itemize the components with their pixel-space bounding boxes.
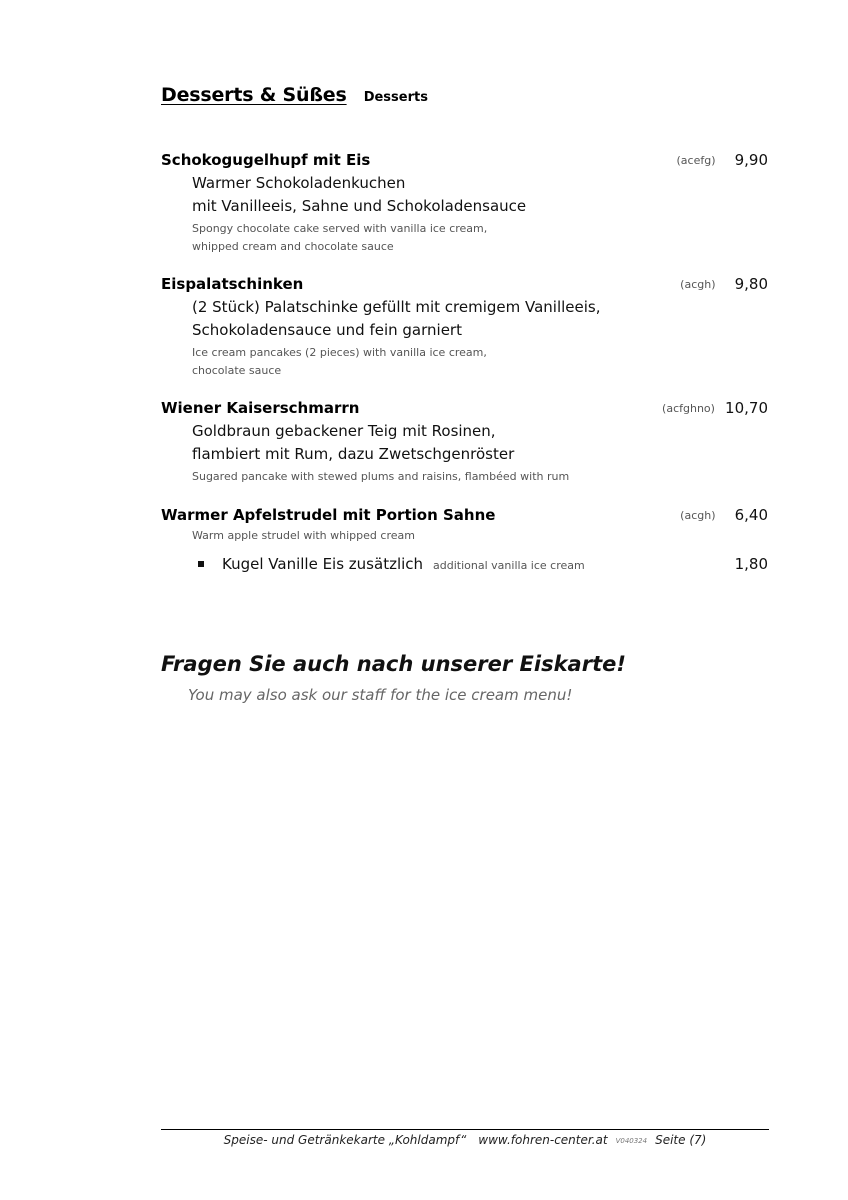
item-price-block [680, 274, 768, 295]
page-footer [161, 1133, 769, 1147]
footer-menu-name: Speise- und Getränkekarte „Kohldampf“ [223, 1133, 467, 1147]
item-description-de: mit Vanilleeis, Sahne und Schokoladensauce [192, 197, 527, 215]
menu-item [161, 274, 768, 380]
addon-label: Kugel Vanille Eis zusätzlich [222, 555, 424, 573]
item-description-de: Goldbraun gebackener Teig mit Rosinen, [192, 422, 496, 440]
item-price: 10,70 [725, 399, 768, 417]
item-description-de: (2 Stück) Palatschinke gefüllt mit cremigem Vanilleeis, [192, 298, 601, 316]
item-price: 9,80 [734, 275, 768, 293]
footer-version: V040324 [615, 1137, 648, 1145]
addon-row [161, 553, 768, 575]
menu-item [161, 150, 768, 256]
item-price: 6,40 [734, 506, 768, 524]
menu-item [161, 505, 768, 545]
item-description-de: Schokoladensauce und fein garniert [192, 321, 462, 339]
item-allergens: (acgh) [680, 278, 716, 291]
item-description-en: Sugared pancake with stewed plums and raisins, flambéed with rum [192, 470, 570, 483]
item-name: Schokogugelhupf mit Eis [161, 151, 371, 169]
item-name: Warmer Apfelstrudel mit Portion Sahne [161, 506, 496, 524]
footer-divider [161, 1129, 769, 1130]
ice-cream-callout-en: You may also ask our staff for the ice cream menu! [188, 686, 573, 704]
addon-price: 1,80 [734, 555, 768, 573]
item-allergens: (acfghno) [662, 402, 715, 415]
footer-page-number: Seite (7) [655, 1133, 707, 1147]
item-price-block [662, 398, 768, 419]
item-description-en: chocolate sauce [192, 364, 282, 377]
section-title: Desserts & Süßes [161, 84, 347, 106]
section-heading [161, 84, 428, 106]
ice-cream-callout: Fragen Sie auch nach unserer Eiskarte! [161, 652, 626, 676]
item-price-block [680, 505, 768, 526]
item-description-en: Spongy chocolate cake served with vanilla ice cream, [192, 222, 488, 235]
item-description-en: Warm apple strudel with whipped cream [192, 529, 415, 542]
menu-item [161, 398, 768, 486]
bullet-icon [198, 561, 204, 567]
addon-label-wrap [222, 553, 585, 577]
item-price: 9,90 [734, 151, 768, 169]
item-name: Eispalatschinken [161, 275, 304, 293]
item-description-en: whipped cream and chocolate sauce [192, 240, 394, 253]
addon-label-en: additional vanilla ice cream [433, 559, 585, 572]
item-allergens: (acefg) [676, 154, 716, 167]
item-allergens: (acgh) [680, 509, 716, 522]
item-description-de: flambiert mit Rum, dazu Zwetschgenröster [192, 445, 515, 463]
item-description-de: Warmer Schokoladenkuchen [192, 174, 406, 192]
footer-website: www.fohren-center.at [478, 1133, 608, 1147]
item-name: Wiener Kaiserschmarrn [161, 399, 360, 417]
section-subtitle: Desserts [363, 90, 428, 105]
item-description-en: Ice cream pancakes (2 pieces) with vanilla ice cream, [192, 346, 487, 359]
item-price-block [677, 150, 769, 171]
